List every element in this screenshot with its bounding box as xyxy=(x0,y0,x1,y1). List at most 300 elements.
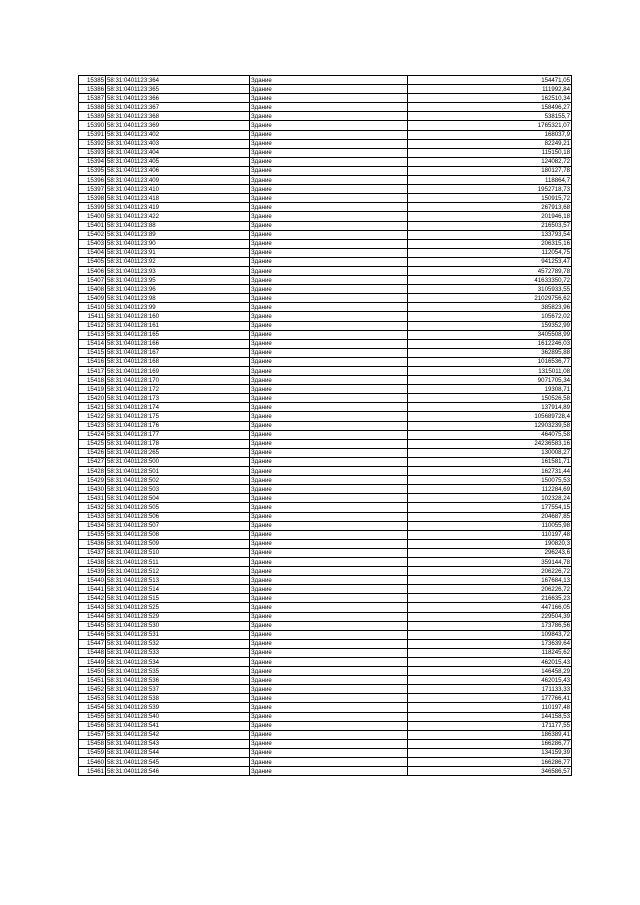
object-type-cell: Здание xyxy=(250,194,408,203)
cadastral-number-cell: 58:31:0401128:535 xyxy=(106,667,250,676)
cadastral-value-cell: 206226,72 xyxy=(408,567,572,576)
object-type-cell: Здание xyxy=(250,694,408,703)
cadastral-number-cell: 58:31:0401123:96 xyxy=(106,285,250,294)
table-row xyxy=(79,248,572,257)
cadastral-value-cell: 941253,47 xyxy=(408,257,572,266)
cadastral-value-cell: 296243,6 xyxy=(408,548,572,557)
table-row xyxy=(79,539,572,548)
object-type-cell: Здание xyxy=(250,294,408,303)
cadastral-value-cell: 124082,72 xyxy=(408,157,572,166)
row-number-cell: 15454 xyxy=(79,703,106,712)
object-type-cell: Здание xyxy=(250,394,408,403)
cadastral-number-cell: 58:31:0401128:510 xyxy=(106,548,250,557)
cadastral-number-cell: 58:31:0401123:99 xyxy=(106,303,250,312)
cadastral-number-cell: 58:31:0401128:541 xyxy=(106,721,250,730)
row-number-cell: 15417 xyxy=(79,367,106,376)
row-number-cell: 15443 xyxy=(79,603,106,612)
table-row xyxy=(79,494,572,503)
table-row xyxy=(79,103,572,112)
object-type-cell: Здание xyxy=(250,739,408,748)
row-number-cell: 15422 xyxy=(79,412,106,421)
cadastral-number-cell: 58:31:0401123:93 xyxy=(106,266,250,275)
cadastral-value-cell: 1016536,77 xyxy=(408,357,572,366)
table-row xyxy=(79,467,572,476)
table-row xyxy=(79,348,572,357)
object-type-cell: Здание xyxy=(250,548,408,557)
object-type-cell: Здание xyxy=(250,130,408,139)
cadastral-number-cell: 58:31:0401128:537 xyxy=(106,685,250,694)
object-type-cell: Здание xyxy=(250,330,408,339)
table-row xyxy=(79,194,572,203)
table-row xyxy=(79,230,572,239)
object-type-cell: Здание xyxy=(250,721,408,730)
cadastral-value-cell: 359144,78 xyxy=(408,557,572,566)
table-row xyxy=(79,421,572,430)
cadastral-value-cell: 173639,64 xyxy=(408,639,572,648)
row-number-cell: 15387 xyxy=(79,94,106,103)
cadastral-number-cell: 58:31:0401123:92 xyxy=(106,257,250,266)
cadastral-value-cell: 158496,27 xyxy=(408,103,572,112)
row-number-cell: 15452 xyxy=(79,685,106,694)
object-type-cell: Здание xyxy=(250,248,408,257)
table-row xyxy=(79,557,572,566)
cadastral-value-cell: 173786,56 xyxy=(408,621,572,630)
object-type-cell: Здание xyxy=(250,712,408,721)
cadastral-value-cell: 171133,33 xyxy=(408,685,572,694)
cadastral-number-cell: 58:31:0401123:365 xyxy=(106,85,250,94)
cadastral-number-cell: 58:31:0401123:88 xyxy=(106,221,250,230)
row-number-cell: 15439 xyxy=(79,567,106,576)
row-number-cell: 15460 xyxy=(79,758,106,767)
object-type-cell: Здание xyxy=(250,376,408,385)
row-number-cell: 15391 xyxy=(79,130,106,139)
cadastral-number-cell: 58:31:0401123:364 xyxy=(106,76,250,85)
object-type-cell: Здание xyxy=(250,430,408,439)
row-number-cell: 15409 xyxy=(79,294,106,303)
row-number-cell: 15405 xyxy=(79,257,106,266)
table-row xyxy=(79,257,572,266)
object-type-cell: Здание xyxy=(250,176,408,185)
cadastral-value-cell: 110055,98 xyxy=(408,521,572,530)
object-type-cell: Здание xyxy=(250,385,408,394)
object-type-cell: Здание xyxy=(250,621,408,630)
cadastral-number-cell: 58:31:0401123:98 xyxy=(106,294,250,303)
cadastral-value-cell: 21029756,62 xyxy=(408,294,572,303)
object-type-cell: Здание xyxy=(250,157,408,166)
row-number-cell: 15440 xyxy=(79,576,106,585)
object-type-cell: Здание xyxy=(250,357,408,366)
table-row xyxy=(79,94,572,103)
table-row xyxy=(79,648,572,657)
object-type-cell: Здание xyxy=(250,412,408,421)
row-number-cell: 15419 xyxy=(79,385,106,394)
table-row xyxy=(79,621,572,630)
row-number-cell: 15400 xyxy=(79,212,106,221)
cadastral-number-cell: 58:31:0401128:503 xyxy=(106,485,250,494)
table-row xyxy=(79,303,572,312)
cadastral-value-cell: 216503,57 xyxy=(408,221,572,230)
cadastral-value-cell: 462015,43 xyxy=(408,658,572,667)
row-number-cell: 15412 xyxy=(79,321,106,330)
cadastral-number-cell: 58:31:0401128:500 xyxy=(106,457,250,466)
row-number-cell: 15416 xyxy=(79,357,106,366)
object-type-cell: Здание xyxy=(250,439,408,448)
row-number-cell: 15386 xyxy=(79,85,106,94)
table-row xyxy=(79,385,572,394)
table-row xyxy=(79,521,572,530)
cadastral-value-table xyxy=(78,75,572,776)
table-body xyxy=(79,76,572,776)
table-row xyxy=(79,276,572,285)
row-number-cell: 15461 xyxy=(79,767,106,776)
cadastral-number-cell: 58:31:0401128:507 xyxy=(106,521,250,530)
row-number-cell: 15394 xyxy=(79,157,106,166)
table-row xyxy=(79,739,572,748)
cadastral-number-cell: 58:31:0401128:539 xyxy=(106,703,250,712)
object-type-cell: Здание xyxy=(250,585,408,594)
table-row xyxy=(79,712,572,721)
cadastral-number-cell: 58:31:0401128:175 xyxy=(106,412,250,421)
cadastral-value-cell: 462015,43 xyxy=(408,676,572,685)
cadastral-value-cell: 154471,05 xyxy=(408,76,572,85)
cadastral-value-cell: 110197,48 xyxy=(408,703,572,712)
object-type-cell: Здание xyxy=(250,521,408,530)
row-number-cell: 15414 xyxy=(79,339,106,348)
cadastral-value-cell: 162510,34 xyxy=(408,94,572,103)
row-number-cell: 15389 xyxy=(79,112,106,121)
cadastral-value-cell: 159352,99 xyxy=(408,321,572,330)
cadastral-value-cell: 130008,27 xyxy=(408,448,572,457)
table-row xyxy=(79,130,572,139)
cadastral-value-cell: 41633350,72 xyxy=(408,276,572,285)
table-row xyxy=(79,767,572,776)
cadastral-number-cell: 58:31:0401123:419 xyxy=(106,203,250,212)
cadastral-number-cell: 58:31:0401123:402 xyxy=(106,130,250,139)
table-row xyxy=(79,394,572,403)
table-row xyxy=(79,476,572,485)
row-number-cell: 15421 xyxy=(79,403,106,412)
table-row xyxy=(79,530,572,539)
object-type-cell: Здание xyxy=(250,530,408,539)
cadastral-number-cell: 58:31:0401128:160 xyxy=(106,312,250,321)
cadastral-value-cell: 161581,71 xyxy=(408,457,572,466)
cadastral-value-cell: 9071705,34 xyxy=(408,376,572,385)
row-number-cell: 15401 xyxy=(79,221,106,230)
object-type-cell: Здание xyxy=(250,85,408,94)
row-number-cell: 15432 xyxy=(79,503,106,512)
table-row xyxy=(79,112,572,121)
object-type-cell: Здание xyxy=(250,403,408,412)
cadastral-number-cell: 58:31:0401128:501 xyxy=(106,467,250,476)
cadastral-value-cell: 111992,84 xyxy=(408,85,572,94)
cadastral-value-cell: 105672,02 xyxy=(408,312,572,321)
object-type-cell: Здание xyxy=(250,676,408,685)
row-number-cell: 15430 xyxy=(79,485,106,494)
cadastral-value-cell: 186389,41 xyxy=(408,730,572,739)
cadastral-value-cell: 206315,16 xyxy=(408,239,572,248)
cadastral-value-cell: 102328,24 xyxy=(408,494,572,503)
table-row xyxy=(79,430,572,439)
cadastral-value-cell: 206226,72 xyxy=(408,585,572,594)
row-number-cell: 15425 xyxy=(79,439,106,448)
table-row xyxy=(79,212,572,221)
cadastral-number-cell: 58:31:0401128:542 xyxy=(106,730,250,739)
object-type-cell: Здание xyxy=(250,767,408,776)
table-row xyxy=(79,567,572,576)
object-type-cell: Здание xyxy=(250,576,408,585)
table-row xyxy=(79,312,572,321)
table-row xyxy=(79,548,572,557)
table-row xyxy=(79,576,572,585)
cadastral-value-cell: 3405508,99 xyxy=(408,330,572,339)
table-row xyxy=(79,630,572,639)
cadastral-number-cell: 58:31:0401123:406 xyxy=(106,166,250,175)
object-type-cell: Здание xyxy=(250,476,408,485)
cadastral-number-cell: 58:31:0401128:512 xyxy=(106,567,250,576)
object-type-cell: Здание xyxy=(250,230,408,239)
row-number-cell: 15437 xyxy=(79,548,106,557)
row-number-cell: 15429 xyxy=(79,476,106,485)
table-row xyxy=(79,748,572,757)
cadastral-number-cell: 58:31:0401128:515 xyxy=(106,594,250,603)
row-number-cell: 15441 xyxy=(79,585,106,594)
cadastral-value-cell: 362895,88 xyxy=(408,348,572,357)
cadastral-number-cell: 58:31:0401128:540 xyxy=(106,712,250,721)
object-type-cell: Здание xyxy=(250,748,408,757)
object-type-cell: Здание xyxy=(250,612,408,621)
cadastral-number-cell: 58:31:0401123:89 xyxy=(106,230,250,239)
table-row xyxy=(79,585,572,594)
cadastral-number-cell: 58:31:0401128:178 xyxy=(106,439,250,448)
row-number-cell: 15459 xyxy=(79,748,106,757)
cadastral-value-cell: 346586,57 xyxy=(408,767,572,776)
cadastral-number-cell: 58:31:0401128:167 xyxy=(106,348,250,357)
cadastral-number-cell: 58:31:0401123:422 xyxy=(106,212,250,221)
cadastral-number-cell: 58:31:0401123:409 xyxy=(106,176,250,185)
row-number-cell: 15393 xyxy=(79,148,106,157)
object-type-cell: Здание xyxy=(250,421,408,430)
cadastral-number-cell: 58:31:0401128:513 xyxy=(106,576,250,585)
row-number-cell: 15456 xyxy=(79,721,106,730)
cadastral-number-cell: 58:31:0401128:525 xyxy=(106,603,250,612)
cadastral-value-cell: 1315011,08 xyxy=(408,367,572,376)
object-type-cell: Здание xyxy=(250,148,408,157)
cadastral-number-cell: 58:31:0401123:95 xyxy=(106,276,250,285)
object-type-cell: Здание xyxy=(250,648,408,657)
row-number-cell: 15453 xyxy=(79,694,106,703)
cadastral-value-cell: 216635,23 xyxy=(408,594,572,603)
cadastral-number-cell: 58:31:0401123:404 xyxy=(106,148,250,157)
cadastral-number-cell: 58:31:0401128:543 xyxy=(106,739,250,748)
object-type-cell: Здание xyxy=(250,367,408,376)
table-row xyxy=(79,76,572,85)
table-row xyxy=(79,148,572,157)
table-row xyxy=(79,239,572,248)
table-row xyxy=(79,85,572,94)
row-number-cell: 15413 xyxy=(79,330,106,339)
cadastral-number-cell: 58:31:0401128:172 xyxy=(106,385,250,394)
row-number-cell: 15385 xyxy=(79,76,106,85)
cadastral-value-cell: 112054,75 xyxy=(408,248,572,257)
table-row xyxy=(79,594,572,603)
table-row xyxy=(79,203,572,212)
table-row xyxy=(79,294,572,303)
object-type-cell: Здание xyxy=(250,239,408,248)
cadastral-number-cell: 58:31:0401128:502 xyxy=(106,476,250,485)
cadastral-number-cell: 58:31:0401128:534 xyxy=(106,658,250,667)
object-type-cell: Здание xyxy=(250,603,408,612)
cadastral-number-cell: 58:31:0401123:369 xyxy=(106,121,250,130)
cadastral-value-cell: 12903239,58 xyxy=(408,421,572,430)
table-row xyxy=(79,330,572,339)
cadastral-number-cell: 58:31:0401123:410 xyxy=(106,185,250,194)
cadastral-value-cell: 177766,41 xyxy=(408,694,572,703)
object-type-cell: Здание xyxy=(250,303,408,312)
row-number-cell: 15399 xyxy=(79,203,106,212)
cadastral-value-cell: 144158,53 xyxy=(408,712,572,721)
table-row xyxy=(79,667,572,676)
cadastral-value-cell: 133793,54 xyxy=(408,230,572,239)
table-row xyxy=(79,357,572,366)
cadastral-value-cell: 166286,77 xyxy=(408,758,572,767)
cadastral-number-cell: 58:31:0401128:177 xyxy=(106,430,250,439)
object-type-cell: Здание xyxy=(250,685,408,694)
object-type-cell: Здание xyxy=(250,467,408,476)
row-number-cell: 15410 xyxy=(79,303,106,312)
cadastral-number-cell: 58:31:0401128:544 xyxy=(106,748,250,757)
object-type-cell: Здание xyxy=(250,594,408,603)
object-type-cell: Здание xyxy=(250,321,408,330)
row-number-cell: 15396 xyxy=(79,176,106,185)
cadastral-number-cell: 58:31:0401128:166 xyxy=(106,339,250,348)
cadastral-value-cell: 464075,58 xyxy=(408,430,572,439)
row-number-cell: 15435 xyxy=(79,530,106,539)
table-row xyxy=(79,694,572,703)
table-row xyxy=(79,339,572,348)
table-row xyxy=(79,121,572,130)
object-type-cell: Здание xyxy=(250,339,408,348)
object-type-cell: Здание xyxy=(250,312,408,321)
row-number-cell: 15426 xyxy=(79,448,106,457)
object-type-cell: Здание xyxy=(250,730,408,739)
cadastral-number-cell: 58:31:0401128:504 xyxy=(106,494,250,503)
table-row xyxy=(79,412,572,421)
cadastral-number-cell: 58:31:0401128:538 xyxy=(106,694,250,703)
table-row xyxy=(79,448,572,457)
row-number-cell: 15415 xyxy=(79,348,106,357)
object-type-cell: Здание xyxy=(250,758,408,767)
object-type-cell: Здание xyxy=(250,112,408,121)
table-row xyxy=(79,376,572,385)
row-number-cell: 15407 xyxy=(79,276,106,285)
row-number-cell: 15411 xyxy=(79,312,106,321)
cadastral-value-cell: 3105933,55 xyxy=(408,285,572,294)
cadastral-number-cell: 58:31:0401123:366 xyxy=(106,94,250,103)
row-number-cell: 15446 xyxy=(79,630,106,639)
table-row xyxy=(79,612,572,621)
row-number-cell: 15427 xyxy=(79,457,106,466)
cadastral-value-cell: 201946,18 xyxy=(408,212,572,221)
object-type-cell: Здание xyxy=(250,630,408,639)
cadastral-value-cell: 4572789,78 xyxy=(408,266,572,275)
row-number-cell: 15436 xyxy=(79,539,106,548)
object-type-cell: Здание xyxy=(250,503,408,512)
table-row xyxy=(79,639,572,648)
row-number-cell: 15457 xyxy=(79,730,106,739)
cadastral-value-cell: 1952718,73 xyxy=(408,185,572,194)
cadastral-number-cell: 58:31:0401128:176 xyxy=(106,421,250,430)
row-number-cell: 15418 xyxy=(79,376,106,385)
cadastral-value-cell: 82249,21 xyxy=(408,139,572,148)
object-type-cell: Здание xyxy=(250,94,408,103)
table-row xyxy=(79,157,572,166)
object-type-cell: Здание xyxy=(250,667,408,676)
cadastral-number-cell: 58:31:0401128:545 xyxy=(106,758,250,767)
table-row xyxy=(79,676,572,685)
object-type-cell: Здание xyxy=(250,485,408,494)
object-type-cell: Здание xyxy=(250,539,408,548)
object-type-cell: Здание xyxy=(250,257,408,266)
row-number-cell: 15438 xyxy=(79,557,106,566)
row-number-cell: 15447 xyxy=(79,639,106,648)
cadastral-value-cell: 137914,89 xyxy=(408,403,572,412)
cadastral-value-cell: 150526,58 xyxy=(408,394,572,403)
object-type-cell: Здание xyxy=(250,703,408,712)
row-number-cell: 15420 xyxy=(79,394,106,403)
cadastral-number-cell: 58:31:0401128:511 xyxy=(106,557,250,566)
cadastral-number-cell: 58:31:0401128:533 xyxy=(106,648,250,657)
row-number-cell: 15403 xyxy=(79,239,106,248)
cadastral-value-cell: 150915,72 xyxy=(408,194,572,203)
row-number-cell: 15404 xyxy=(79,248,106,257)
cadastral-value-cell: 118245,62 xyxy=(408,648,572,657)
cadastral-value-cell: 146458,29 xyxy=(408,667,572,676)
cadastral-value-cell: 177554,15 xyxy=(408,503,572,512)
row-number-cell: 15450 xyxy=(79,667,106,676)
table-row xyxy=(79,685,572,694)
table-row xyxy=(79,721,572,730)
cadastral-number-cell: 58:31:0401128:531 xyxy=(106,630,250,639)
row-number-cell: 15398 xyxy=(79,194,106,203)
row-number-cell: 15445 xyxy=(79,621,106,630)
cadastral-value-cell: 538155,7 xyxy=(408,112,572,121)
cadastral-number-cell: 58:31:0401128:532 xyxy=(106,639,250,648)
cadastral-number-cell: 58:31:0401123:418 xyxy=(106,194,250,203)
cadastral-number-cell: 58:31:0401128:505 xyxy=(106,503,250,512)
object-type-cell: Здание xyxy=(250,557,408,566)
object-type-cell: Здание xyxy=(250,166,408,175)
object-type-cell: Здание xyxy=(250,448,408,457)
table-row xyxy=(79,185,572,194)
object-type-cell: Здание xyxy=(250,567,408,576)
row-number-cell: 15395 xyxy=(79,166,106,175)
cadastral-number-cell: 58:31:0401128:168 xyxy=(106,357,250,366)
object-type-cell: Здание xyxy=(250,121,408,130)
table-row xyxy=(79,503,572,512)
cadastral-number-cell: 58:31:0401123:405 xyxy=(106,157,250,166)
cadastral-value-cell: 150075,53 xyxy=(408,476,572,485)
cadastral-number-cell: 58:31:0401128:529 xyxy=(106,612,250,621)
table-row xyxy=(79,658,572,667)
cadastral-value-cell: 204687,85 xyxy=(408,512,572,521)
cadastral-value-cell: 162731,44 xyxy=(408,467,572,476)
row-number-cell: 15433 xyxy=(79,512,106,521)
cadastral-value-cell: 190820,3 xyxy=(408,539,572,548)
cadastral-number-cell: 58:31:0401128:536 xyxy=(106,676,250,685)
cadastral-value-cell: 267913,68 xyxy=(408,203,572,212)
row-number-cell: 15402 xyxy=(79,230,106,239)
object-type-cell: Здание xyxy=(250,76,408,85)
